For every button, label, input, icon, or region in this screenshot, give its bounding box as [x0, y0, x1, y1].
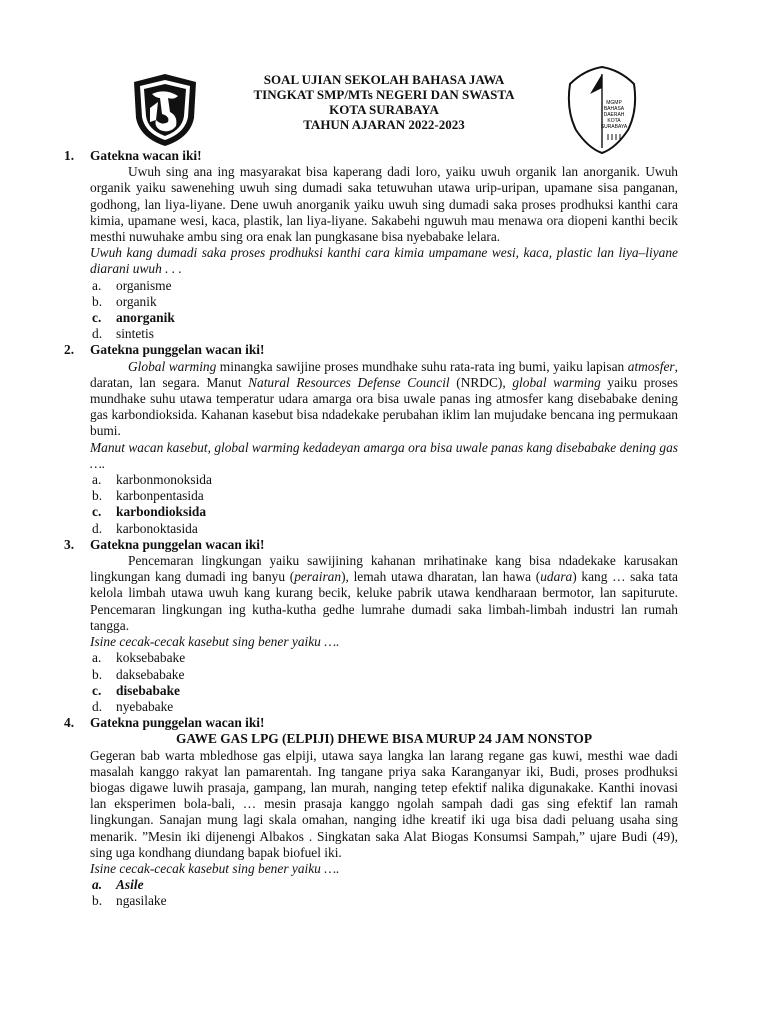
question-number: 1. — [64, 148, 75, 163]
option-a[interactable]: a. koksebabake — [92, 650, 186, 666]
option-b[interactable]: b. organik — [92, 293, 157, 309]
option-c[interactable]: c. karbondioksida — [92, 504, 207, 520]
question-4 — [64, 715, 678, 909]
article-headline: GAWE GAS LPG (ELPIJI) DHEWE BISA MURUP 24 JAM NONSTOP — [175, 731, 593, 747]
logo-text-kota: KOTA — [607, 118, 621, 124]
header-line-1: SOAL UJIAN SEKOLAH BAHASA JAWA — [263, 72, 505, 87]
option-c[interactable]: c. disebabake — [92, 682, 180, 698]
option-b[interactable]: b. daksebabake — [92, 666, 185, 682]
option-list — [90, 650, 678, 715]
question-stem: Isine cecak-cecak kasebut sing bener yaiku …. — [90, 634, 340, 650]
question-stem: Uwuh kang dumadi saka proses prodhuksi kanthi cara kimia umpamane wesi, kaca, plastic lan liya–liyane diarani uwuh . . . — [90, 245, 678, 277]
header-line-2: TINGKAT SMP/MTs NEGERI DAN SWASTA — [253, 87, 515, 102]
logo-text-mgmp: MGMP — [606, 100, 622, 106]
option-d[interactable]: d. karbonoktasida — [92, 520, 198, 536]
question-stem: Manut wacan kasebut, global warming kedadeyan amarga ora bisa uwale panas kang disebabake dening gas …. — [90, 439, 678, 471]
question-number: 4. — [64, 715, 75, 731]
logo-text-surabaya: SURABAYA — [600, 124, 628, 130]
logo-text-bahasa: BAHASA — [603, 106, 625, 112]
option-a[interactable]: a. Asile — [92, 877, 144, 893]
question-title: Gatekna punggelan wacan iki! — [90, 342, 265, 358]
passage: Gegeran bab warta mbledhose gas elpiji, utawa saya langka lan larang regane gas kuwi, mesthi wae dadi masalah kanggo rakyat lan pamarentah. Ing tangane priya saka Karanganyar iki, Budi, proses prodhuksi biogas digawe luwih prasaja, gampang, lan murah, nanging tetep efektif nalika digunakake. Kanthi inovasi lan eksperimen bola-bali, … mesin prasaja kanggo ngolah sampah dadi gas sing efektif lan ramah lingkungan. Sanajan mung lagi skala omahan, nanging idhe kreatif iki uga bisa dadi peluang usaha sing menarik. ”Mesin iki dijenengi Albakos . Singkatan saka Alat Biogas Konsumsi Sampah,” ujare Budi (49), sing uga kondhang diundang bapak biofuel iki. — [90, 747, 678, 860]
question-1 — [64, 148, 678, 342]
option-b[interactable]: b. karbonpentasida — [92, 488, 204, 504]
question-title: Gatekna wacan iki! — [90, 148, 202, 163]
option-a[interactable]: a. karbonmonoksida — [92, 472, 212, 488]
header-line-4: TAHUN AJARAN 2022-2023 — [303, 117, 465, 132]
question-number: 2. — [64, 342, 75, 358]
option-d[interactable]: d. sintetis — [92, 326, 154, 342]
passage: Global warming minangka sawijine proses mundhake suhu rata-rata ing bumi, yaiku lapisan atmosfer, daratan, lan segara. Manut Natural Resources Defense Council (NRDC), global warming yaiku proses mundhake suhu utawa temperatur udara amarga ora bisa uwale panas ing atmosfer kang disebabake dening gas karbondioksida. Kahanan kasebut bisa ndadekake perubahan iklim lan mujudake bencana ing permukaan bumi. — [90, 358, 678, 439]
option-b[interactable]: b. ngasilake — [92, 893, 167, 909]
option-c[interactable]: c. anorganik — [92, 310, 175, 326]
option-d[interactable]: d. nyebabake — [92, 698, 174, 714]
passage: Uwuh sing ana ing masyarakat bisa kaperang dadi loro, yaiku uwuh organik lan anorganik. Uwuh organik yaiku sawenehing uwuh sing dumadi saka tetuwuhan utawa urip-uripan, upamane sisa panganan, godhong, lan liya-liyane. Dene uwuh anorganik yaiku uwuh sing dumadi saka proses prodhuksi kanthi cara kimia, upamane wesi, kaca, plastik, lan liya-liyane. Sakabehi nguwuh mau menawa ora diopeni kanthi becik mesthi nuwuhake ambu sing ora enak lan pungkasane bisa nyebabake lelara. — [90, 164, 678, 245]
question-number: 3. — [64, 536, 75, 552]
document-header — [0, 58, 768, 154]
option-list — [90, 278, 678, 343]
passage: Pencemaran lingkungan yaiku sawijining kahanan mrihatinake kang bisa ndadekake karusakan lingkungan kang dumadi ing banyu (perairan), lemah utawa dharatan, lan hawa (udara) kang … saka tata kelola limbah utawa uwuh kang kurang becik, keluke pabrik utawa kendharaan bermotor, lan sapiturute. Pencemaran lingkungan ing kutha-kutha gedhe lumrahe dumadi saka limbah-limbah industri lan rumah tangga. — [90, 553, 678, 633]
question-title: Gatekna punggelan wacan iki! — [90, 715, 265, 731]
option-a[interactable]: a. organisme — [92, 277, 172, 293]
option-list — [90, 877, 678, 909]
logo-text-daerah: DAERAH — [603, 112, 625, 118]
mgmp-shield-logo — [564, 64, 640, 156]
header-title-block — [210, 72, 558, 132]
exam-content — [64, 148, 678, 910]
question-2 — [64, 342, 678, 536]
question-title: Gatekna punggelan wacan iki! — [90, 536, 265, 552]
question-stem: Isine cecak-cecak kasebut sing bener yaiku …. — [90, 860, 340, 876]
surabaya-crest-logo — [130, 72, 200, 148]
question-3 — [64, 537, 678, 715]
option-list — [90, 472, 678, 537]
header-line-3: KOTA SURABAYA — [329, 102, 439, 117]
